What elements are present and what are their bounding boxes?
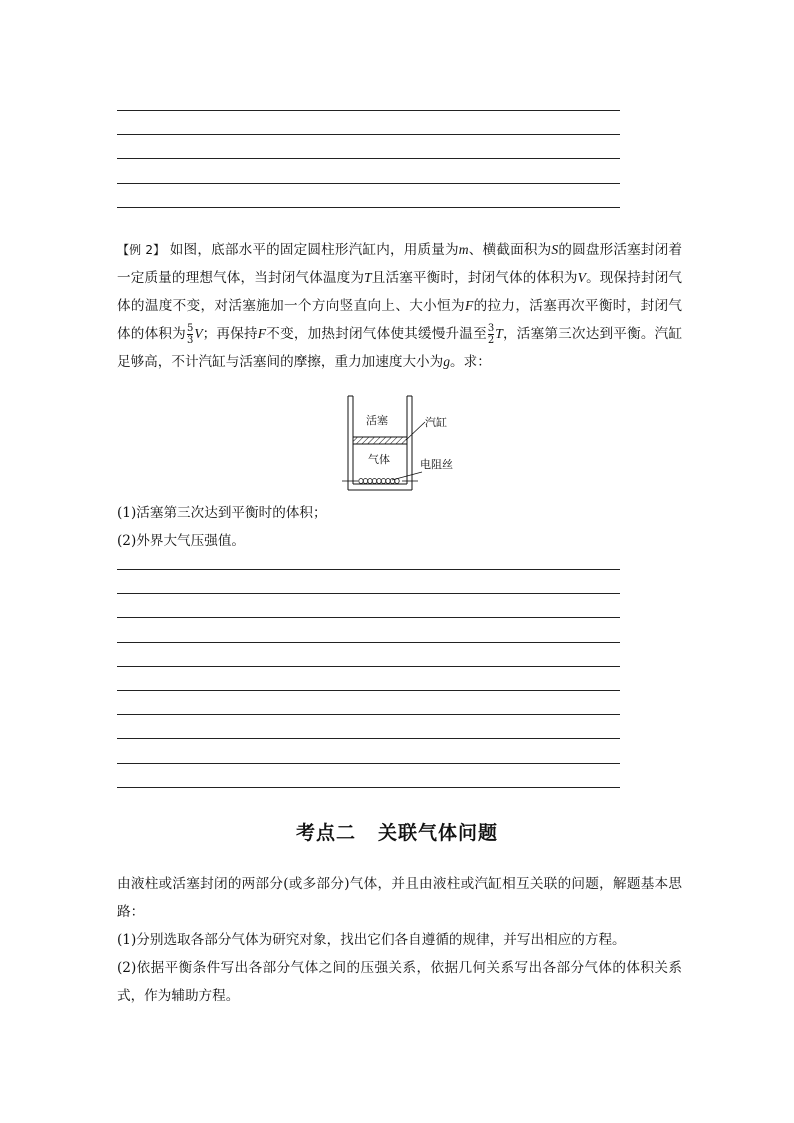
cylinder-figure xyxy=(340,392,470,492)
example-tag: 【例 2】 xyxy=(117,243,166,257)
answer-line xyxy=(117,738,620,739)
answer-line xyxy=(117,569,620,570)
answer-line xyxy=(117,666,620,667)
answer-line xyxy=(117,617,620,618)
label-cylinder: 汽缸 xyxy=(425,416,447,429)
section-heading xyxy=(0,818,794,845)
fraction-3-2: $\frac{3}{2}$ xyxy=(487,323,495,346)
leader-line xyxy=(406,422,425,440)
intro-paragraph-2: (1)分别选取各部分气体为研究对象，找出它们各自遵循的规律，并写出相应的方程。 xyxy=(117,932,626,948)
fraction-5-3: $\frac{5}{3}$ xyxy=(186,323,194,346)
answer-line xyxy=(117,787,620,788)
example-2-problem: 【例 2】 如图，底部水平的固定圆柱形汽缸内，用质量为m、横截面积为S的圆盘形活塞封闭着一定质量的理想气体，当封闭气体温度为T且活塞平衡时，封闭气体的体积为V。现保持封闭气体的温度不变，对活塞施加一个方向竖直向上、大小恒为F的拉力，活塞再次平衡时，封闭气体的体积为 $\frac{5}{3}$ V；再保持F不变，加热封闭气体使其缓慢升温至 $\frac{3}{2}$ T，活塞第三次达到平衡。汽缸足够高，不计汽缸与活塞间的摩擦，重力加速度大小为g。求： xyxy=(117,242,683,370)
intro-paragraph-1: 由液柱或活塞封闭的两部分(或多部分)气体，并且由液柱或汽缸相互关联的问题，解题基本思路： xyxy=(117,876,682,920)
answer-line xyxy=(117,714,620,715)
label-resistor: 电阻丝 xyxy=(420,458,453,471)
section-number: 考点二 xyxy=(295,822,356,844)
label-gas: 气体 xyxy=(368,453,390,466)
answer-line xyxy=(117,158,620,159)
question-1: (1)活塞第三次达到平衡时的体积； xyxy=(117,505,327,521)
answer-line xyxy=(117,763,620,764)
answer-line xyxy=(117,642,620,643)
label-piston: 活塞 xyxy=(366,414,388,427)
answer-line xyxy=(117,593,620,594)
question-2: (2)外界大气压强值。 xyxy=(117,533,246,549)
intro-paragraph-3: (2)依据平衡条件写出各部分气体之间的压强关系，依据几何关系写出各部分气体的体积关系式，作为辅助方程。 xyxy=(117,960,682,1004)
answer-line xyxy=(117,183,620,184)
section-title: 关联气体问题 xyxy=(378,822,499,844)
answer-line xyxy=(117,134,620,135)
answer-line xyxy=(117,690,620,691)
answer-line xyxy=(117,207,620,208)
piston xyxy=(353,437,407,444)
answer-line xyxy=(117,110,620,111)
